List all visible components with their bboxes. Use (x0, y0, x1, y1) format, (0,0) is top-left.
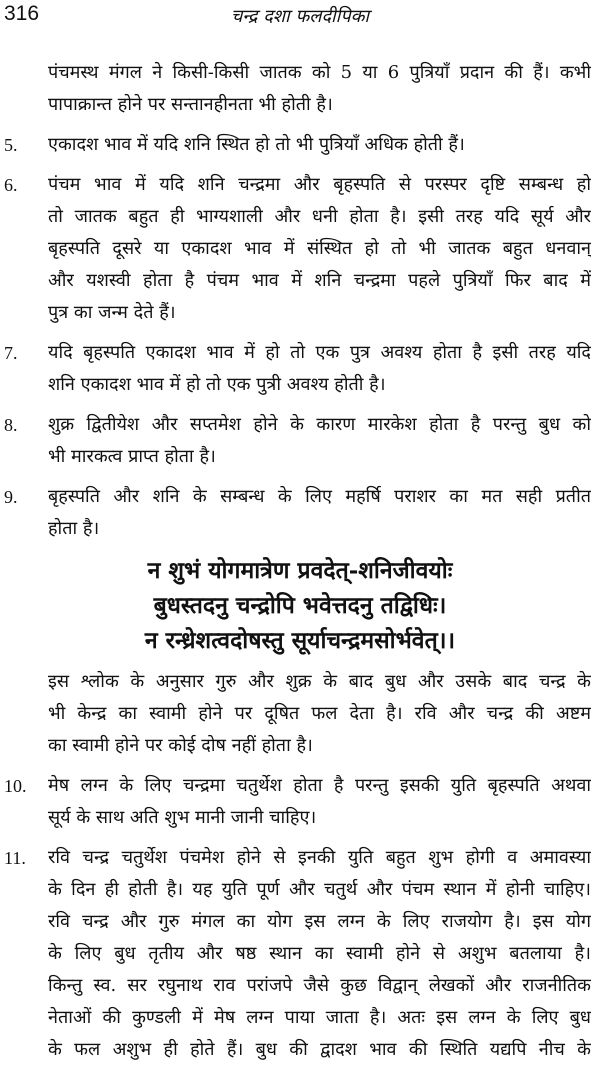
point-number: 6. (4, 175, 18, 195)
text-line: के लिए बुध तृतीय और षष्ठ स्थान का स्वामी होने से अशुभ बतलाया है। (48, 943, 591, 964)
numbered-point (0, 842, 600, 1066)
text-line: बृहस्पति दूसरे या एकादश भाव में संस्थित हो तो भी जातक बहुत धनवान् (48, 238, 591, 259)
page-body (0, 57, 600, 1074)
numbered-point (0, 169, 600, 329)
paragraph (0, 57, 600, 121)
text-line: शुक्र द्वितीयेश और सप्तमेश होने के कारण मारकेश होता है परन्तु बुध को (48, 414, 591, 435)
point-number: 8. (4, 415, 18, 435)
point-number: 11. (4, 848, 26, 868)
text-line: पुत्र का जन्म देते हैं। (48, 302, 176, 323)
text-line: के फल अशुभ ही होते हैं। बुध की द्वादश भाव की स्थिति यद्यपि नीच के (48, 1039, 591, 1060)
text-line: रवि चन्द्र और गुरु मंगल का योग इस लग्न के लिए राजयोग है। इस योग (48, 911, 591, 932)
text-line: किन्तु स्व. सर रघुनाथ राव परांजपे जैसे कुछ विद्वान् लेखकों और राजनीतिक (48, 975, 591, 996)
text-line: शनि एकादश भाव में हो तो एक पुत्री अवश्य होती है। (48, 374, 386, 395)
text-line: यदि बृहस्पति एकादश भाव में हो तो एक पुत्र अवश्य होता है इसी तरह यदि (48, 342, 591, 363)
text-line: भी केन्द्र का स्वामी होने पर दूषित फल देता है। रवि और चन्द्र की अष्टम (48, 703, 591, 724)
numbered-point (0, 770, 600, 834)
shloka-line: न रन्ध्रेशत्वदोषस्तु सूर्याचन्द्रमसोर्भवेत्।। (144, 627, 456, 654)
text-line: इस श्लोक के अनुसार गुरु और शुक्र के बाद बुध और उसके बाद चन्द्र के (48, 671, 591, 692)
paragraph (0, 666, 600, 762)
numbered-point (0, 337, 600, 401)
text-line: बृहस्पति और शनि के सम्बन्ध के लिए महर्षि पराशर का मत सही प्रतीत (48, 486, 591, 507)
text-line: मेष लग्न के लिए चन्द्रमा चतुर्थेश होता है परन्तु इसकी युति बृहस्पति अथवा (48, 775, 591, 796)
text-line: के दिन ही होती है। यह युति पूर्ण और चतुर्थ और पंचम स्थान में होनी चाहिए। (48, 879, 591, 900)
text-line: भी मारकत्व प्राप्त होता है। (48, 446, 216, 467)
numbered-point (0, 409, 600, 473)
text-line: पंचमस्थ मंगल ने किसी-किसी जातक को 5 या 6 पुत्रियाँ प्रदान की हैं। कभी (48, 62, 591, 83)
point-number: 7. (4, 343, 18, 363)
numbered-points-part1 (0, 57, 600, 545)
point-number: 9. (4, 487, 18, 507)
text-line: पंचम भाव में यदि शनि चन्द्रमा और बृहस्पति से परस्पर दृष्टि सम्बन्ध हो (48, 174, 591, 195)
text-line: रवि चन्द्र चतुर्थेश पंचमेश होने से इनकी युति बहुत शुभ होगी व अमावस्या (48, 847, 591, 868)
running-title: चन्द्र दशा फलदीपिका (230, 6, 370, 27)
numbered-points-part2 (0, 666, 600, 1066)
text-line: का स्वामी होने पर कोई दोष नहीं होता है। (48, 735, 313, 756)
point-number: 5. (4, 135, 18, 155)
shloka-line: न शुभं योगमात्रेण प्रवदेत्-शनिजीवयोः (147, 557, 453, 584)
shloka-verse (0, 553, 600, 658)
shloka-line: बुधस्तदनु चन्द्रोपि भवेत्तदनु तद्विधिः। (153, 592, 447, 619)
text-line: नेताओं की कुण्डली में मेष लग्न पाया जाता है। अतः इस लग्न के लिए बुध (48, 1007, 591, 1028)
text-line: एकादश भाव में यदि शनि स्थित हो तो भी पुत्रियाँ अधिक होती हैं। (48, 134, 465, 155)
text-line: होता है। (48, 518, 100, 539)
page-number: 316 (4, 2, 40, 25)
numbered-point (0, 481, 600, 545)
numbered-point (0, 129, 600, 161)
text-line: और यशस्वी होता है पंचम भाव में शनि चन्द्रमा पहले पुत्रियाँ फिर बाद में (48, 270, 591, 291)
point-number: 10. (4, 776, 27, 796)
text-line: पापाक्रान्त होने पर सन्तानहीनता भी होती है। (48, 94, 333, 115)
text-line: तो जातक बहुत ही भाग्यशाली और धनी होता है। इसी तरह यदि सूर्य और (48, 206, 591, 227)
text-line: सूर्य के साथ अति शुभ मानी जानी चाहिए। (48, 807, 317, 828)
